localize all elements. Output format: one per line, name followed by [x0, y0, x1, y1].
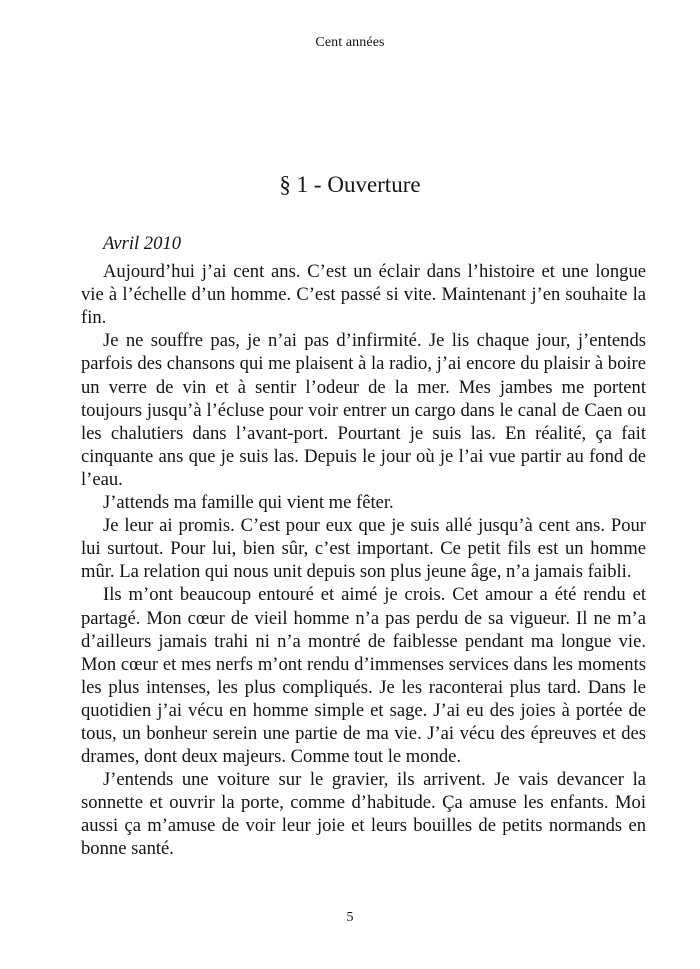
paragraph-3: J’attends ma famille qui vient me fêter. [103, 492, 394, 514]
paragraph-4: Je leur ai promis. C’est pour eux que je suis allé jusqu’à cent ans. Pour lui surtout. Pour lui, bien sûr, c’est important. Ce petit fils est un homme mûr. La relation qui nous unit depuis son plus jeune âge, n’a jamais faibli. [81, 515, 646, 583]
page-number: 5 [346, 910, 354, 925]
paragraph-2: Je ne souffre pas, je n’ai pas d’infirmité. Je lis chaque jour, j’entends parfois des chansons qui me plaisent à la radio, j’ai encore du plaisir à boire un verre de vin et à sentir l’odeur de la mer. Mes jambes me portent toujours jusqu’à l’écluse pour voir entrer un cargo dans le canal de Caen ou les chalutiers dans l’avant-port. Pourtant je suis las. En réalité, ça fait cinquante ans que je suis las. Depuis le jour où je l’ai vue partir au fond de l’eau. [81, 330, 646, 490]
chapter-title: § 1 - Ouverture [279, 172, 421, 197]
running-head: Cent années [315, 35, 385, 50]
paragraph-1: Aujourd’hui j’ai cent ans. C’est un éclair dans l’histoire et une longue vie à l’échelle d’un homme. C’est passé si vite. Maintenant j’en souhaite la fin. [81, 261, 646, 329]
dateline: Avril 2010 [103, 233, 181, 254]
body-text [81, 232, 646, 861]
paragraph-6: J’entends une voiture sur le gravier, ils arrivent. Je vais devancer la sonnette et ouvrir la porte, comme d’habitude. Ça amuse les enfants. Moi aussi ça m’amuse de voir leur joie et leurs bouilles de petits normands en bonne santé. [81, 769, 646, 860]
paragraph-5: Ils m’ont beaucoup entouré et aimé je crois. Cet amour a été rendu et partagé. Mon cœur de vieil homme n’a pas perdu de sa vigueur. Il ne m’a d’ailleurs jamais trahi ni n’a montré de faiblesse pendant ma longue vie. Mon cœur et mes nerfs m’ont rendu d’immenses services dans les moments les plus intenses, les plus compliqués. Je les raconterai plus tard. Dans le quotidien j’ai vécu en homme simple et sage. J’ai eu des joies à portée de tous, un bonheur serein une partie de ma vie. J’ai vécu des épreuves et des drames, dont deux majeurs. Comme tout le monde. [81, 584, 646, 768]
